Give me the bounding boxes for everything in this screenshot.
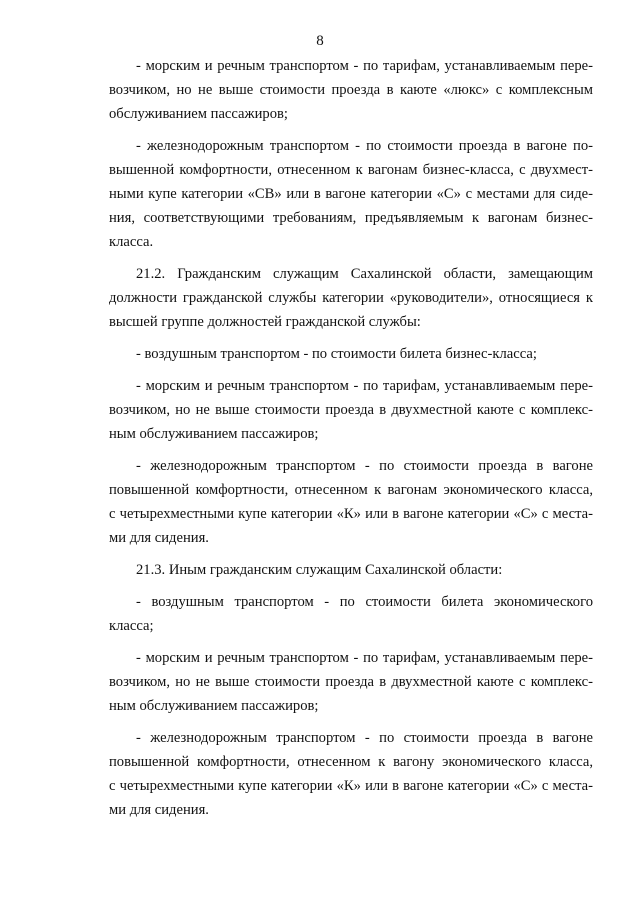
paragraph [109,454,593,550]
text-line: высшей группе должностей гражданской службы: [109,314,421,330]
paragraph [109,342,593,366]
text-line: повышенной комфортности, отнесенном к вагонам экономического класса, [109,482,593,498]
paragraph [109,726,593,822]
paragraph-gap [109,254,593,262]
text-line: вышенной комфортности, отнесенном к вагонам бизнес-класса, с двухмест- [109,162,593,178]
text-line: класса; [109,618,154,634]
paragraph-gap [109,638,593,646]
paragraph [109,262,593,334]
paragraph [109,590,593,638]
text-line: - морским и речным транспортом - по тарифам, устанавливаемым пере- [136,378,593,394]
text-line: - воздушным транспортом - по стоимости билета бизнес-класса; [136,346,537,362]
text-line: с четырехместными купе категории «К» или в вагоне категории «С» с места- [109,506,593,522]
paragraph-gap [109,366,593,374]
paragraph-gap [109,334,593,342]
page-number: 8 [316,33,324,49]
text-line: 21.3. Иным гражданским служащим Сахалинской области: [136,562,503,578]
paragraph [109,558,593,582]
text-line: обслуживанием пассажиров; [109,106,288,122]
paragraph [109,374,593,446]
text-line: - железнодорожным транспортом - по стоимости проезда в вагоне [136,458,593,474]
text-line: возчиком, но не выше стоимости проезда в двухместной каюте с комплекс- [109,402,593,418]
paragraph-gap [109,126,593,134]
paragraph [109,54,593,126]
paragraph [109,134,593,254]
text-line: ния, соответствующими требованиям, предъявляемым к вагонам бизнес- [109,210,593,226]
text-line: 21.2. Гражданским служащим Сахалинской области, замещающим [136,266,593,282]
text-line: возчиком, но не выше стоимости проезда в каюте «люкс» с комплексным [109,82,593,98]
text-line: - морским и речным транспортом - по тарифам, устанавливаемым пере- [136,650,593,666]
text-line: ным обслуживанием пассажиров; [109,426,319,442]
text-line: ным обслуживанием пассажиров; [109,698,319,714]
text-line: с четырехместными купе категории «К» или в вагоне категории «С» с места- [109,778,593,794]
paragraph-gap [109,718,593,726]
text-line: должности гражданской службы категории «руководители», относящиеся к [109,290,593,306]
text-line: - железнодорожным транспортом - по стоимости проезда в вагоне по- [136,138,593,154]
paragraph-gap [109,550,593,558]
text-line: повышенной комфортности, отнесенном к вагону экономического класса, [109,754,593,770]
paragraph-gap [109,446,593,454]
text-line: - морским и речным транспортом - по тарифам, устанавливаемым пере- [136,58,593,74]
text-line: класса. [109,234,154,250]
text-line: ми для сидения. [109,530,209,546]
document-body [109,54,593,822]
paragraph-gap [109,582,593,590]
text-line: ми для сидения. [109,802,209,818]
text-line: - железнодорожным транспортом - по стоимости проезда в вагоне [136,730,593,746]
paragraph [109,646,593,718]
text-line: возчиком, но не выше стоимости проезда в двухместной каюте с комплекс- [109,674,593,690]
text-line: ными купе категории «СВ» или в вагоне категории «С» с местами для сиде- [109,186,593,202]
text-line: - воздушным транспортом - по стоимости билета экономического [136,594,593,610]
